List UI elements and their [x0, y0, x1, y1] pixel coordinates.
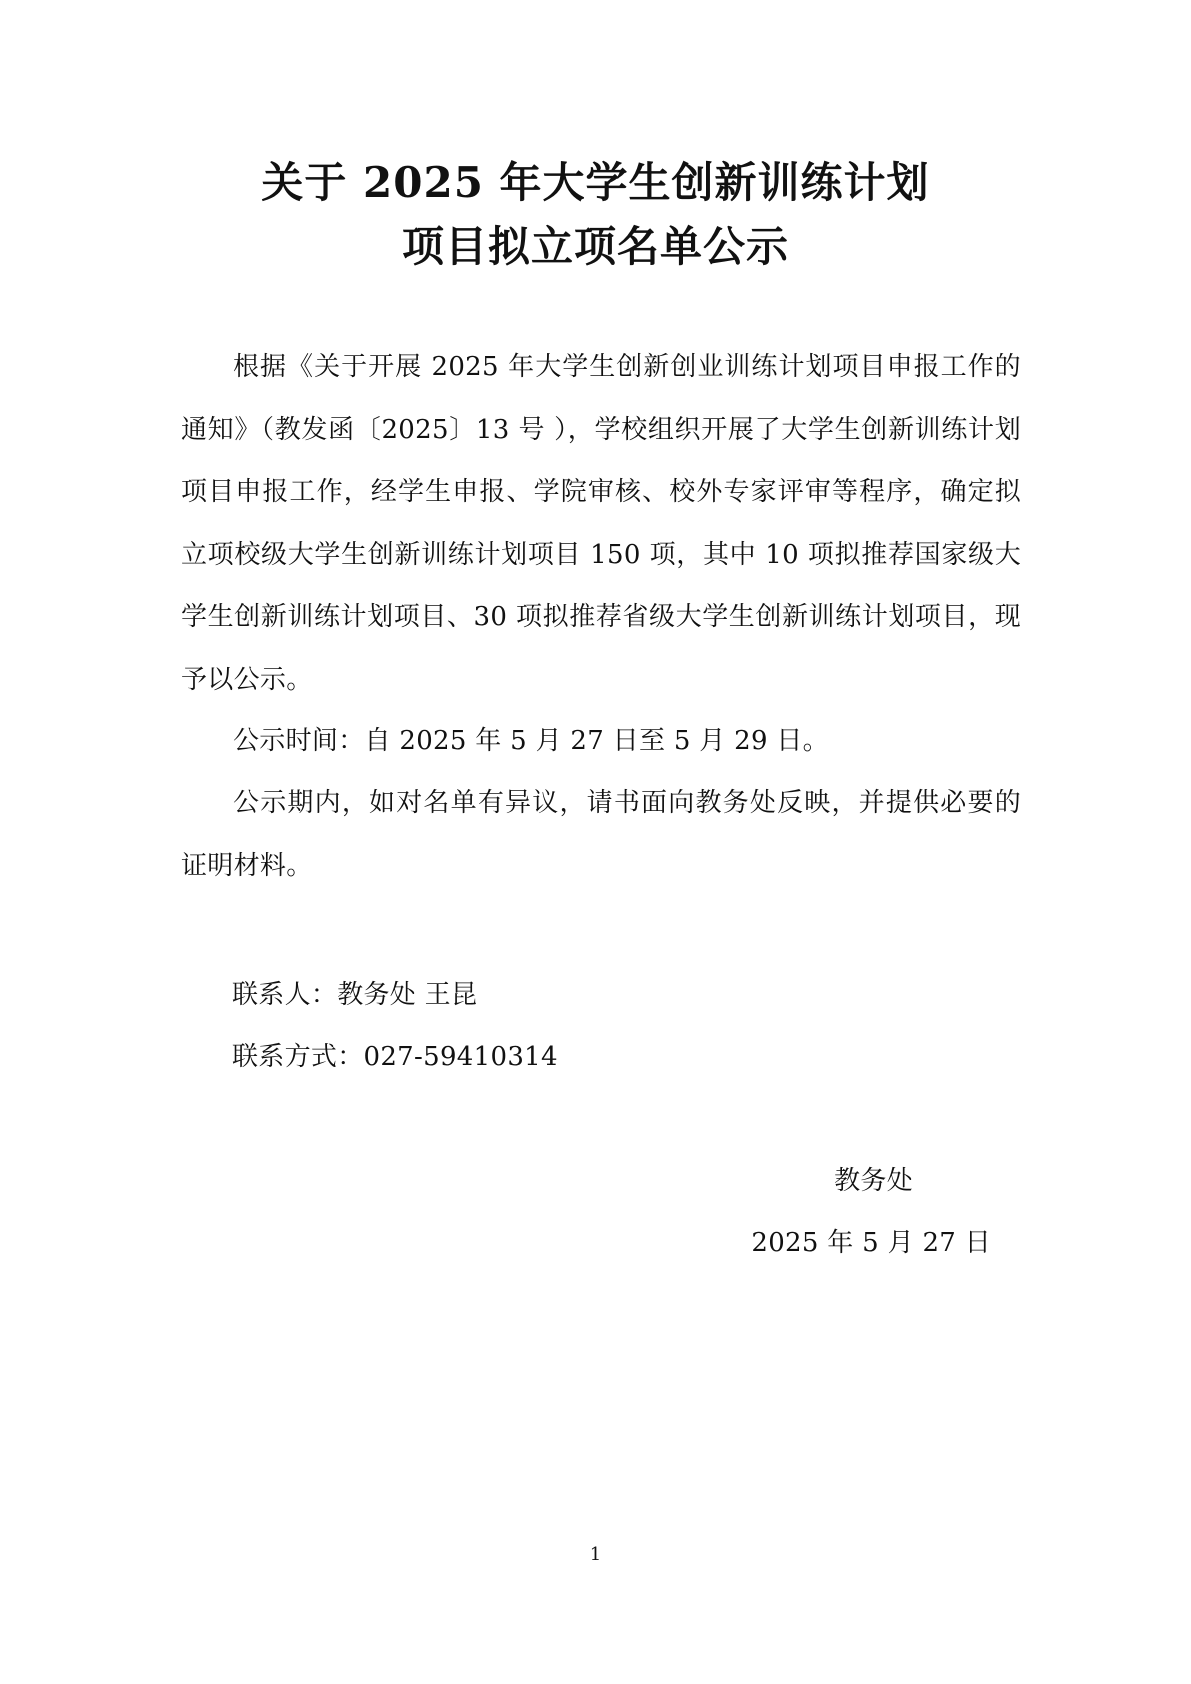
- objection-paragraph: 公示期内，如对名单有异议，请书面向教务处反映，并提供必要的证明材料。: [181, 788, 1021, 881]
- contact-person: 联系人：教务处 王昆: [232, 980, 478, 1010]
- objection-block: [181, 772, 1021, 897]
- signature-date: 2025 年 5 月 27 日: [751, 1228, 991, 1258]
- main-paragraph: 根据《关于开展 2025 年大学生创新创业训练计划项目申报工作的通知》（教发函〔2025〕13 号 ），学校组织开展了大学生创新训练计划项目申报工作，经学生申报、学院审核、校外专家评审等程序，确定拟立项校级大学生创新训练计划项目 150 项，其中 10 项拟推荐国家级大学生创新训练计划项目、30 项拟推荐省级大学生创新训练计划项目，现予以公示。: [181, 352, 1021, 695]
- publicity-time-paragraph: 公示时间：自 2025 年 5 月 27 日至 5 月 29 日。: [233, 726, 829, 756]
- main-paragraph-block: [181, 336, 1021, 711]
- contact-phone: 联系方式：027-59410314: [232, 1042, 558, 1072]
- publicity-time-block: [181, 710, 1021, 773]
- page-number: 1: [589, 1544, 602, 1565]
- document-title-line-1: 关于 2025 年大学生创新训练计划: [261, 158, 930, 207]
- signature-organization: 教务处: [834, 1166, 913, 1196]
- document-title-line-2: 项目拟立项名单公示: [401, 222, 789, 271]
